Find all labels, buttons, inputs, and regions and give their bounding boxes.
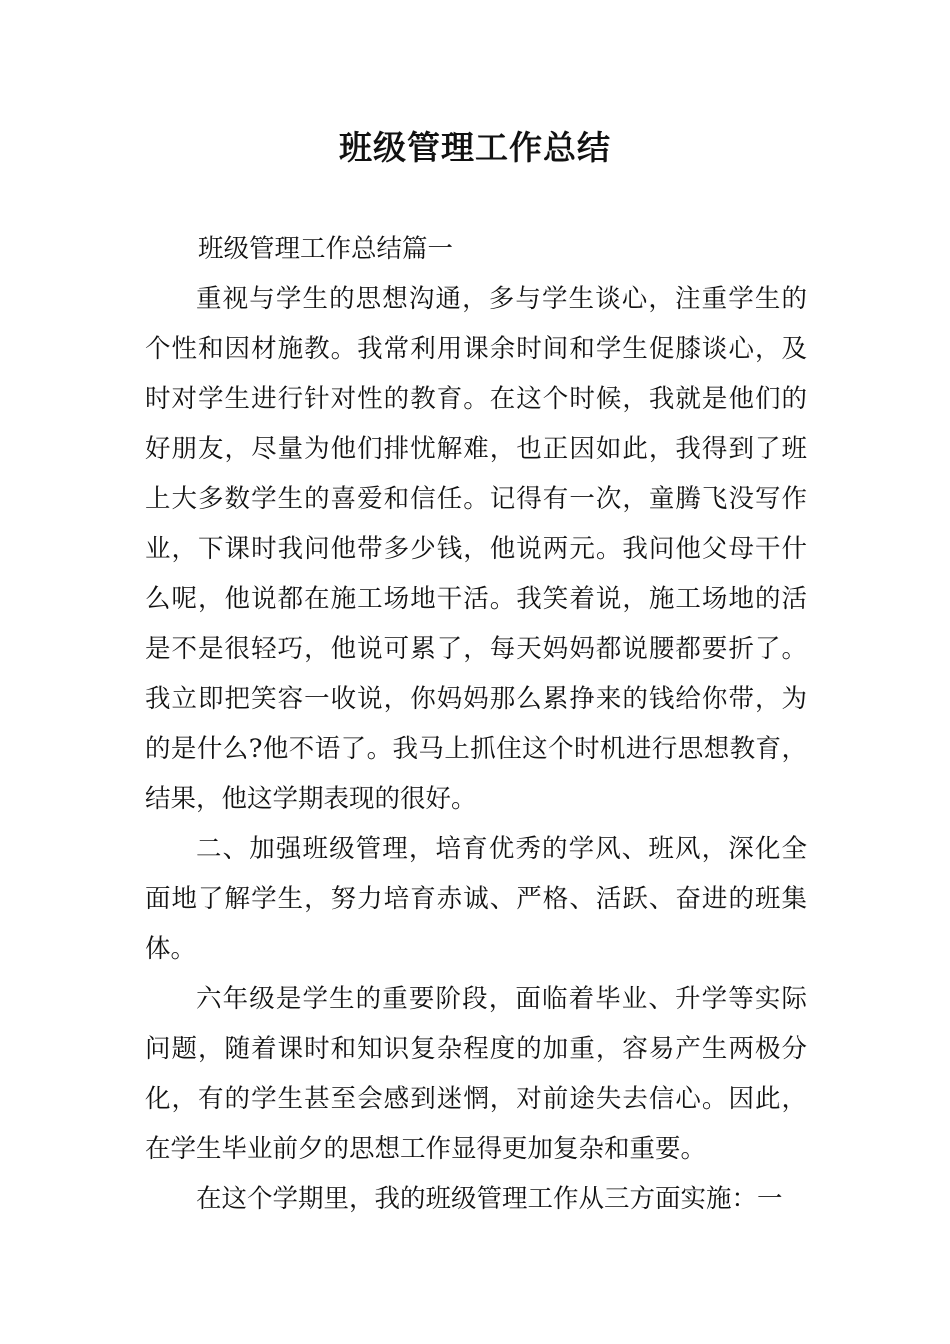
document-body [145,224,807,1224]
body-paragraph: 二、加强班级管理，培育优秀的学风、班风，深化全面地了解学生，努力培育赤诚、严格、活跃、奋进的班集体。 [145,834,807,964]
body-paragraph: 六年级是学生的重要阶段，面临着毕业、升学等实际问题，随着课时和知识复杂程度的加重，容易产生两极分化，有的学生甚至会感到迷惘，对前途失去信心。因此，在学生毕业前夕的思想工作显得更加复杂和重要。 [145,984,807,1164]
section-heading: 班级管理工作总结篇一 [198,234,454,264]
document-title: 班级管理工作总结 [339,128,611,167]
body-paragraph: 重视与学生的思想沟通，多与学生谈心，注重学生的个性和因材施教。我常利用课余时间和学生促膝谈心，及时对学生进行针对性的教育。在这个时候，我就是他们的好朋友，尽量为他们排忧解难，也正因如此，我得到了班上大多数学生的喜爱和信任。记得有一次，童腾飞没写作业，下课时我问他带多少钱，他说两元。我问他父母干什么呢，他说都在施工场地干活。我笑着说，施工场地的活是不是很轻巧，他说可累了，每天妈妈都说腰都要折了。我立即把笑容一收说，你妈妈那么累挣来的钱给你带，为的是什么?他不语了。我马上抓住这个时机进行思想教育，结果，他这学期表现的很好。 [145,284,807,814]
body-paragraph: 在这个学期里，我的班级管理工作从三方面实施：一 [196,1184,783,1214]
